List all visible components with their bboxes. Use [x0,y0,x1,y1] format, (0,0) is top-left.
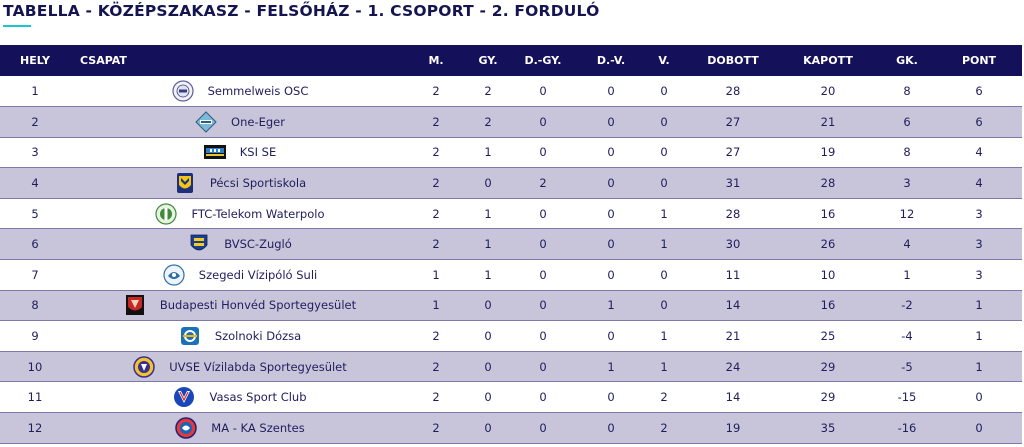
team-name[interactable]: Semmelweis OSC [207,84,309,99]
stat-dgy-cell: 0 [504,382,582,413]
stat-kapott-cell: 29 [778,382,878,413]
stat-gk-cell: 4 [878,229,936,260]
stat-gk-cell: 8 [878,137,936,168]
title-underline [3,25,31,27]
szentes-crest-icon [175,417,197,439]
team-cell[interactable] [70,107,400,138]
stat-m-cell: 2 [400,76,472,107]
stat-kapott-cell: 25 [778,321,878,352]
stat-pont-cell: 0 [936,413,1022,444]
stat-gy-cell: 0 [472,290,504,321]
header-dgy[interactable]: D.-GY. [504,45,582,76]
team-name[interactable]: KSI SE [239,145,277,160]
position-cell: 3 [0,137,70,168]
stat-dobott-cell: 14 [688,290,778,321]
stat-dobott-cell: 30 [688,229,778,260]
stat-pont-cell: 4 [936,137,1022,168]
team-cell[interactable] [70,198,400,229]
team-cell[interactable] [70,168,400,199]
stat-dgy-cell: 0 [504,76,582,107]
stat-gk-cell: -4 [878,321,936,352]
stat-v-cell: 0 [640,137,688,168]
stat-m-cell: 2 [400,107,472,138]
team-name[interactable]: BVSC-Zugló [224,237,292,252]
table-row[interactable] [0,351,1022,382]
stat-kapott-cell: 16 [778,198,878,229]
team-name[interactable]: Vasas Sport Club [209,390,307,405]
uvse-crest-icon [133,356,155,378]
stat-gy-cell: 1 [472,137,504,168]
stat-dgy-cell: 0 [504,260,582,291]
team-name[interactable]: One-Eger [231,114,285,129]
team-name[interactable]: MA - KA Szentes [211,420,305,435]
table-row[interactable] [0,321,1022,352]
stat-m-cell: 2 [400,198,472,229]
stat-kapott-cell: 16 [778,290,878,321]
stat-dgy-cell: 0 [504,107,582,138]
ftc-crest-icon [155,203,177,225]
stat-dgy-cell: 0 [504,290,582,321]
team-cell[interactable] [70,382,400,413]
stat-dv-cell: 0 [582,321,640,352]
stat-kapott-cell: 29 [778,351,878,382]
stat-dv-cell: 0 [582,198,640,229]
stat-kapott-cell: 35 [778,413,878,444]
header-gy[interactable]: GY. [472,45,504,76]
stat-m-cell: 2 [400,321,472,352]
table-row[interactable] [0,382,1022,413]
stat-pont-cell: 3 [936,229,1022,260]
stat-dv-cell: 0 [582,168,640,199]
stat-pont-cell: 6 [936,76,1022,107]
stat-dv-cell: 0 [582,76,640,107]
position-cell: 9 [0,321,70,352]
stat-v-cell: 1 [640,351,688,382]
stat-gy-cell: 1 [472,260,504,291]
table-row[interactable] [0,413,1022,444]
stat-pont-cell: 3 [936,260,1022,291]
stat-gy-cell: 2 [472,107,504,138]
stat-dv-cell: 0 [582,137,640,168]
stat-dv-cell: 0 [582,229,640,260]
header-gk[interactable]: GK. [878,45,936,76]
szolnok-crest-icon [179,325,201,347]
stat-pont-cell: 1 [936,321,1022,352]
stat-m-cell: 1 [400,290,472,321]
ksi-logo-icon [204,141,226,163]
header-csapat[interactable]: CSAPAT [70,45,400,76]
position-cell: 8 [0,290,70,321]
stat-dobott-cell: 28 [688,76,778,107]
team-name[interactable]: UVSE Vízilabda Sportegyesület [169,359,347,374]
position-cell: 7 [0,260,70,291]
stat-dobott-cell: 14 [688,382,778,413]
stat-dobott-cell: 11 [688,260,778,291]
stat-v-cell: 1 [640,321,688,352]
header-m[interactable]: M. [400,45,472,76]
stat-v-cell: 0 [640,290,688,321]
stat-gk-cell: 8 [878,76,936,107]
stat-m-cell: 2 [400,137,472,168]
stat-gk-cell: 12 [878,198,936,229]
semmelweis-crest-icon [172,80,194,102]
bvsc-crest-icon [188,233,210,255]
stat-dgy-cell: 0 [504,321,582,352]
position-cell: 4 [0,168,70,199]
stat-v-cell: 1 [640,229,688,260]
stat-kapott-cell: 28 [778,168,878,199]
header-dobott[interactable]: DOBOTT [688,45,778,76]
team-cell[interactable] [70,351,400,382]
table-row[interactable] [0,229,1022,260]
stat-gy-cell: 1 [472,198,504,229]
stat-gk-cell: -15 [878,382,936,413]
stat-gy-cell: 2 [472,76,504,107]
position-cell: 11 [0,382,70,413]
stat-v-cell: 0 [640,168,688,199]
stat-dv-cell: 1 [582,351,640,382]
position-cell: 10 [0,351,70,382]
table-row[interactable] [0,260,1022,291]
stat-m-cell: 2 [400,413,472,444]
team-name[interactable]: FTC-Telekom Waterpolo [191,206,325,221]
table-row[interactable] [0,76,1022,107]
stat-m-cell: 2 [400,229,472,260]
position-cell: 5 [0,198,70,229]
team-cell[interactable] [70,137,400,168]
stat-dgy-cell: 0 [504,229,582,260]
standings-body [0,76,1022,443]
team-cell[interactable] [70,229,400,260]
stat-v-cell: 2 [640,413,688,444]
stat-v-cell: 0 [640,107,688,138]
team-cell[interactable] [70,260,400,291]
stat-dv-cell: 1 [582,290,640,321]
stat-dv-cell: 0 [582,260,640,291]
header-dv[interactable]: D.-V. [582,45,640,76]
stat-dobott-cell: 27 [688,137,778,168]
team-cell[interactable] [70,413,400,444]
stat-gy-cell: 1 [472,229,504,260]
header-v[interactable]: V. [640,45,688,76]
team-name[interactable]: Szegedi Vízipóló Suli [198,267,318,282]
team-name[interactable]: Szolnoki Dózsa [214,329,302,344]
honved-crest-icon [124,294,146,316]
position-cell: 12 [0,413,70,444]
stat-gk-cell: -5 [878,351,936,382]
stat-kapott-cell: 21 [778,107,878,138]
stat-m-cell: 1 [400,260,472,291]
stat-gk-cell: -2 [878,290,936,321]
page-title: TABELLA - KÖZÉPSZAKASZ - FELSŐHÁZ - 1. CSOPORT - 2. FORDULÓ [3,2,600,20]
stat-kapott-cell: 10 [778,260,878,291]
header-hely[interactable]: HELY [0,45,70,76]
stat-pont-cell: 1 [936,351,1022,382]
stat-pont-cell: 0 [936,382,1022,413]
one-eger-crest-icon [195,111,217,133]
stat-gy-cell: 0 [472,168,504,199]
stat-pont-cell: 4 [936,168,1022,199]
table-row[interactable] [0,107,1022,138]
team-name[interactable]: Budapesti Honvéd Sportegyesület [159,298,357,313]
header-kapott[interactable]: KAPOTT [778,45,878,76]
stat-gy-cell: 0 [472,321,504,352]
stat-dobott-cell: 19 [688,413,778,444]
team-cell[interactable] [70,290,400,321]
team-cell[interactable] [70,321,400,352]
stat-dv-cell: 0 [582,413,640,444]
pecsi-crest-icon [174,172,196,194]
szegedi-crest-icon [163,264,185,286]
stat-gy-cell: 0 [472,382,504,413]
table-header-row [0,45,1022,76]
table-row[interactable] [0,168,1022,199]
stat-v-cell: 0 [640,76,688,107]
stat-v-cell: 1 [640,198,688,229]
table-row[interactable] [0,290,1022,321]
stat-gy-cell: 0 [472,351,504,382]
stat-dobott-cell: 24 [688,351,778,382]
team-cell[interactable] [70,76,400,107]
stat-dobott-cell: 28 [688,198,778,229]
stat-pont-cell: 1 [936,290,1022,321]
stat-pont-cell: 3 [936,198,1022,229]
stat-dobott-cell: 21 [688,321,778,352]
stat-m-cell: 2 [400,382,472,413]
team-name[interactable]: Pécsi Sportiskola [209,176,307,191]
stat-m-cell: 2 [400,351,472,382]
stat-gy-cell: 0 [472,413,504,444]
stat-m-cell: 2 [400,168,472,199]
stat-dv-cell: 0 [582,107,640,138]
stat-dgy-cell: 0 [504,413,582,444]
stat-dgy-cell: 0 [504,198,582,229]
stat-dv-cell: 0 [582,382,640,413]
stat-pont-cell: 6 [936,107,1022,138]
stat-v-cell: 2 [640,382,688,413]
stat-gk-cell: 6 [878,107,936,138]
table-row[interactable] [0,198,1022,229]
stat-dobott-cell: 31 [688,168,778,199]
stat-gk-cell: 3 [878,168,936,199]
stat-dgy-cell: 0 [504,137,582,168]
vasas-crest-icon [173,386,195,408]
stat-dgy-cell: 0 [504,351,582,382]
position-cell: 6 [0,229,70,260]
stat-kapott-cell: 20 [778,76,878,107]
stat-gk-cell: 1 [878,260,936,291]
stat-v-cell: 0 [640,260,688,291]
position-cell: 2 [0,107,70,138]
header-pont[interactable]: PONT [936,45,1022,76]
stat-kapott-cell: 19 [778,137,878,168]
position-cell: 1 [0,76,70,107]
table-row[interactable] [0,137,1022,168]
stat-kapott-cell: 26 [778,229,878,260]
standings-table [0,45,1022,444]
stat-dobott-cell: 27 [688,107,778,138]
stat-dgy-cell: 2 [504,168,582,199]
stat-gk-cell: -16 [878,413,936,444]
